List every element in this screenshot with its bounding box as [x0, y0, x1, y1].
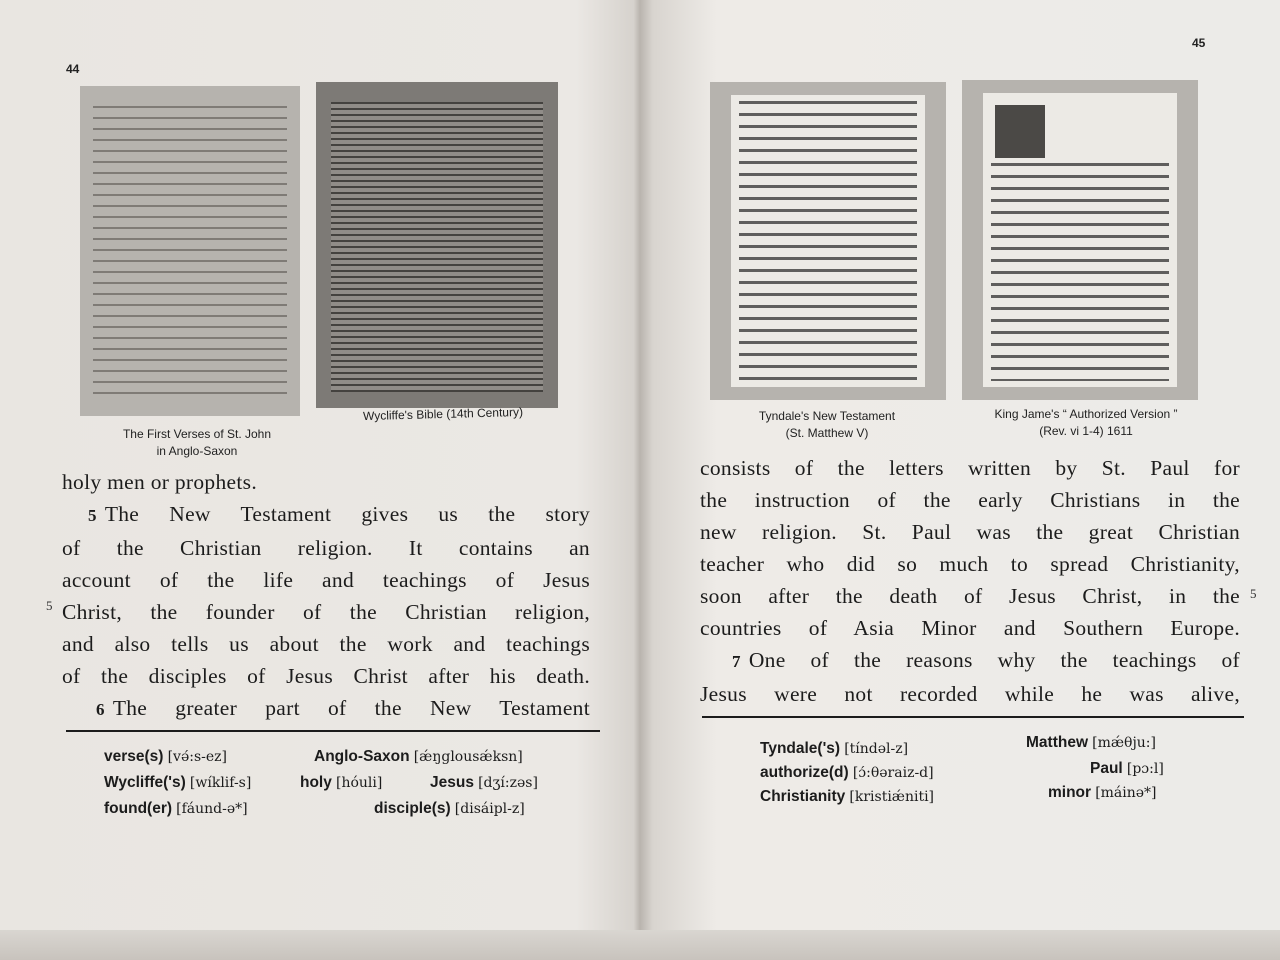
vocab-word: minor [1048, 784, 1092, 801]
vocab-entry [1048, 780, 1157, 805]
vocab-pron: [pɔ:l] [1126, 761, 1164, 777]
vocab-word: Jesus [430, 774, 474, 791]
king-james-version-image [962, 80, 1198, 400]
vocab-pron: [kristiǽniti] [849, 789, 935, 805]
vocab-word: Tyndale('s) [760, 740, 841, 757]
vocab-pron: [vǝ́:s-ez] [167, 749, 228, 765]
vocab-pron: [dʒí:zǝs] [478, 775, 538, 791]
vocab-word: Anglo-Saxon [314, 748, 410, 765]
text-line: of the disciples of Jesus Christ after his death. [62, 664, 590, 688]
text-line: new religion. St. Paul was the great Christian [700, 520, 1240, 544]
vocab-pron: [hóuli] [336, 775, 383, 791]
vocab-entry [1090, 756, 1164, 781]
vocab-entry [374, 796, 525, 821]
text-line [700, 644, 1240, 678]
tyndale-page [731, 95, 925, 388]
text-line: the instruction of the early Christians in the [700, 488, 1240, 512]
paragraph-number: 7 [732, 652, 741, 671]
vocab-word: found(er) [104, 800, 173, 817]
text-line: Christ, the founder of the Christian religion, [62, 600, 590, 624]
caption-king-james [976, 406, 1196, 440]
paragraph-number: 6 [96, 700, 105, 719]
text-line: countries of Asia Minor and Southern Europe. [700, 616, 1240, 640]
text-line: soon after the death of Jesus Christ, in the [700, 584, 1240, 608]
text-line-content: The greater part of the New Testament [112, 696, 590, 720]
paragraph-number: 5 [88, 506, 97, 525]
vocab-pron: [disáipl-z] [454, 801, 525, 817]
line-number-left: 5 [46, 598, 53, 613]
text-line [62, 498, 590, 532]
vocab-entry [104, 744, 227, 769]
vocab-entry [1026, 730, 1156, 755]
vocab-pron: [ɔ́:θǝraiz-d] [852, 765, 934, 781]
vocab-pron: [wíklif-s] [189, 775, 252, 791]
vocab-rule-left [66, 730, 600, 732]
kjv-page [983, 93, 1177, 387]
vocab-word: Matthew [1026, 734, 1088, 751]
caption-line: King Jame's “ Authorized Version ” [994, 407, 1178, 421]
vocab-entry [430, 770, 538, 795]
vocab-pron: [fáund-ǝ*] [176, 801, 248, 817]
text-line: of the Christian religion. It contains an [62, 536, 590, 560]
vocab-pron: [ǽŋglousǽksn] [413, 749, 523, 765]
vocab-pron: [máinǝ*] [1095, 785, 1157, 801]
text-line: teacher who did so much to spread Christianity, [700, 552, 1240, 576]
text-line: account of the life and teachings of Jesus [62, 568, 590, 592]
vocab-word: holy [300, 774, 332, 791]
vocab-pron: [tíndǝl-z] [844, 741, 909, 757]
vocab-word: authorize(d) [760, 764, 849, 781]
vocab-entry [104, 796, 248, 821]
vocab-word: Wycliffe('s) [104, 774, 186, 791]
caption-line: Tyndale's New Testament [758, 409, 896, 423]
page-edge [0, 930, 1280, 960]
page-number-right: 45 [1192, 36, 1206, 50]
caption-tyndale [732, 408, 922, 442]
wycliffe-bible-image [316, 82, 558, 408]
vocab-entry [760, 784, 934, 809]
text-line: holy men or prophets. [62, 470, 257, 494]
vocab-word: Christianity [760, 788, 846, 805]
vocab-rule-right [702, 716, 1244, 718]
text-line: consists of the letters written by St. Paul for [700, 456, 1240, 480]
vocab-entry [104, 770, 251, 795]
caption-line: (Rev. vi 1-4) 1611 [1039, 424, 1133, 438]
caption-anglo-saxon [92, 426, 302, 460]
caption-line: The First Verses of St. John [122, 427, 272, 441]
text-line [62, 692, 590, 726]
vocab-word: Paul [1090, 760, 1123, 777]
vocab-entry [760, 736, 908, 761]
left-body-text [62, 466, 590, 726]
text-line-content: One of the reasons why the teachings of [748, 648, 1240, 672]
tyndale-testament-image [710, 82, 946, 400]
line-number-right: 5 [1250, 586, 1257, 601]
caption-line: (St. Matthew V) [785, 426, 869, 440]
vocab-word: verse(s) [104, 748, 164, 765]
caption-line: in Anglo-Saxon [156, 444, 238, 458]
right-body-text [700, 452, 1240, 710]
vocab-entry [300, 770, 382, 795]
vocab-pron: [mǽθju:] [1092, 735, 1156, 751]
text-line-content: The New Testament gives us the story [104, 502, 590, 526]
text-line: Jesus were not recorded while he was alive, [700, 682, 1240, 706]
caption-wycliffe: Wycliffe's Bible (14th Century) [362, 404, 524, 424]
vocab-entry [314, 744, 523, 769]
anglo-saxon-manuscript-image [80, 86, 300, 416]
vocab-word: disciple(s) [374, 800, 451, 817]
vocab-entry [760, 760, 934, 785]
page-number-left: 44 [66, 62, 80, 76]
text-line: and also tells us about the work and teachings [62, 632, 590, 656]
